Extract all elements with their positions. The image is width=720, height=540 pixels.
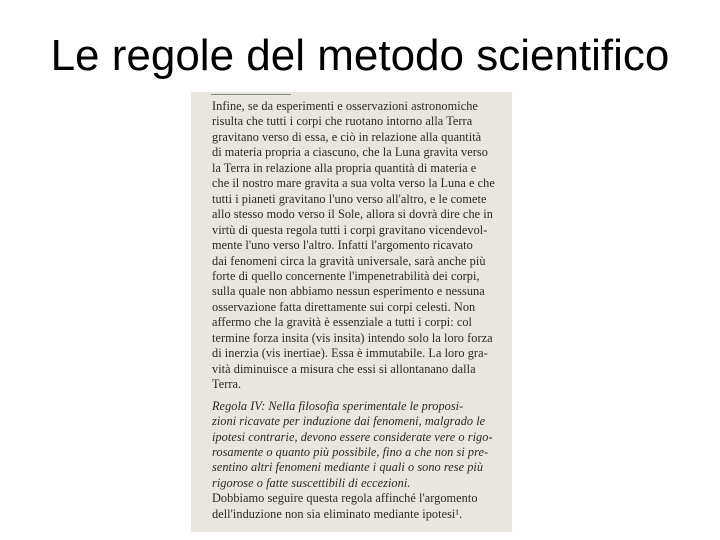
text-line: forte di quello concernente l'impenetrabilità dei corpi,: [212, 268, 480, 283]
text-line: che il nostro mare gravita a sua volta verso la Luna e che: [212, 176, 495, 191]
paragraph-induction: [200, 491, 504, 522]
text-line: dell'induzione non sia eliminato mediante ipotesi¹.: [212, 506, 463, 521]
text-line: Terra.: [212, 377, 242, 392]
text-line: sulla quale non abbiamo nessun esperimento e nessuna: [212, 284, 485, 299]
text-line: mente l'uno verso l'altro. Infatti l'argomento ricavato: [212, 238, 473, 253]
text-line: tutti i pianeti gravitano l'uno verso all'altro, e le comete: [212, 191, 487, 206]
slide-title: Le regole del metodo scientifico: [50, 31, 670, 80]
text-line: ipotesi contrarie, devono essere considerate vere o rigo-: [212, 429, 493, 444]
text-line: gravitano verso di essa, e ciò in relazione alla quantità: [212, 129, 482, 144]
text-line: di materia propria a ciascuno, che la Luna gravita verso: [212, 145, 488, 160]
text-line: Dobbiamo seguire questa regola affinché l'argomento: [212, 491, 478, 506]
text-line: Regola IV: Nella filosofia sperimentale le proposi-: [212, 398, 464, 413]
text-line: sentino altri fenomeni mediante i quali o sono rese più: [212, 460, 484, 475]
paragraph-gravity: [200, 99, 504, 393]
text-line: affermo che la gravità è essenziale a tutti i corpi: col: [212, 315, 473, 330]
text-line: zioni ricavate per induzione dai fenomeni, malgrado le: [212, 414, 486, 429]
text-line: rigorose o fatte suscettibili di eccezioni.: [212, 475, 411, 490]
text-line: la Terra in relazione alla propria quantità di materia e: [212, 160, 477, 175]
page-top-rule: [211, 94, 291, 95]
text-line: Infine, se da esperimenti e osservazioni astronomiche: [212, 99, 478, 113]
paragraph-rule-four: [200, 399, 504, 492]
text-line: dai fenomeni circa la gravità universale, sarà anche più: [212, 253, 486, 268]
text-line: rosamente o quanto più possibile, fino a che non si pre-: [212, 444, 489, 459]
scanned-book-page: [191, 92, 512, 532]
text-line: di inerzia (vis inertiae). Essa è immutabile. La loro gra-: [212, 346, 488, 361]
text-line: osservazione fatta direttamente sui corpi celesti. Non: [212, 299, 476, 314]
text-line: virtù di questa regola tutti i corpi gravitano vicendevol-: [212, 222, 488, 237]
text-line: risulta che tutti i corpi che ruotano intorno alla Terra: [212, 114, 473, 129]
text-line: vità diminuisce a misura che essi si allontanano dalla: [212, 361, 476, 376]
text-line: termine forza insita (vis insita) intendo solo la loro forza: [212, 330, 493, 345]
text-line: allo stesso modo verso il Sole, allora si dovrà dire che in: [212, 207, 493, 222]
